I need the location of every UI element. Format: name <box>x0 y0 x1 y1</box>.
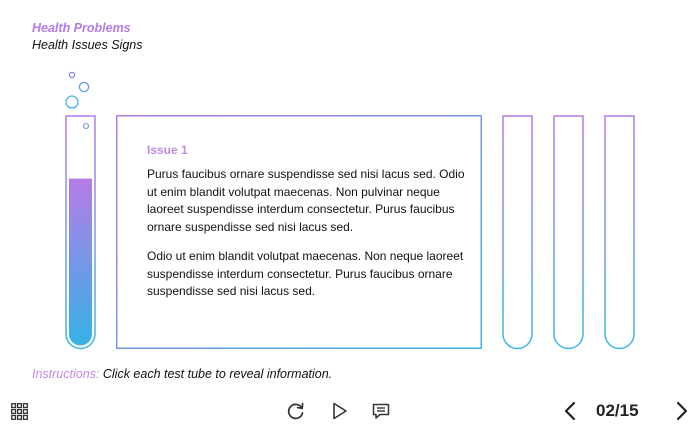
replay-icon[interactable] <box>286 399 306 423</box>
instructions-label: Instructions: <box>32 367 100 381</box>
chevron-right-icon[interactable] <box>673 399 691 423</box>
play-icon[interactable] <box>330 399 350 423</box>
bubble-large <box>66 96 78 108</box>
captions-icon[interactable] <box>371 399 391 423</box>
instructions <box>32 367 332 381</box>
instructions-text: Click each test tube to reveal information. <box>99 367 333 381</box>
course-title: Health Problems <box>32 21 131 35</box>
issue-paragraph-2: Odio ut enim blandit volutpat maecenas. Non neque laoreet suspendisse interdum consectetur. Purus faucibus ornare suspendisse sed nisi lacus sed. <box>147 249 464 298</box>
test-tube-4[interactable] <box>605 116 634 349</box>
chevron-left-icon[interactable] <box>561 399 579 423</box>
bubble-small <box>69 72 74 77</box>
issue-title: Issue 1 <box>147 143 188 157</box>
test-tube-3[interactable] <box>554 116 583 349</box>
bubble-medium <box>79 82 88 91</box>
tube-fill-level <box>69 179 92 346</box>
slide-subtitle: Health Issues Signs <box>32 38 143 52</box>
player-toolbar <box>0 395 700 430</box>
grid-menu-icon[interactable] <box>9 399 29 423</box>
test-tube-2[interactable] <box>503 116 532 349</box>
info-card <box>116 115 482 349</box>
issue-paragraph-1: Purus faucibus ornare suspendisse sed nisi lacus sed. Odio ut enim blandit volutpat maecenas. Non pulvinar neque laoreet suspendisse interdum consectetur. Purus faucibus ornare suspendisse sed nisi lacus sed. <box>147 167 465 234</box>
test-tube-1[interactable] <box>66 116 95 349</box>
page-indicator: 02/15 <box>596 401 639 420</box>
